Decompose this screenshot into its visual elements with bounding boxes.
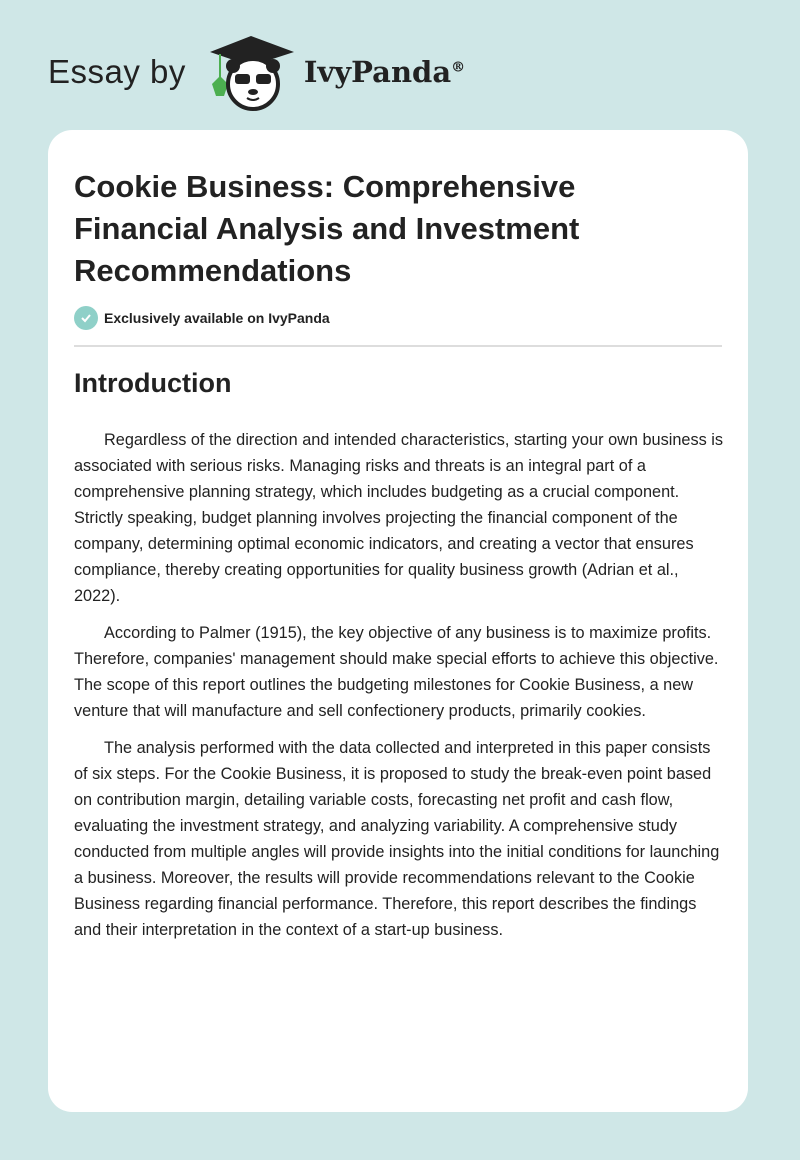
page-title: Cookie Business: Comprehensive Financial Analysis and Investment Recommendations: [74, 169, 580, 288]
brand-name[interactable]: [304, 55, 465, 89]
essay-card: [48, 130, 748, 1112]
site-header: [48, 32, 465, 112]
divider: [74, 345, 722, 347]
brand-text: IvyPanda: [303, 55, 452, 89]
essay-by-label: Essay by: [48, 53, 186, 90]
registered-mark: ®: [451, 59, 466, 76]
panda-logo-icon[interactable]: [206, 32, 296, 112]
badge-text: Exclusively available on IvyPanda: [104, 310, 330, 326]
paragraph: According to Palmer (1915), the key objective of any business is to maximize profits. Therefore, companies' management should make special efforts to achieve this objective. The scope of this report outlines the budgeting milestones for Cookie Business, a new venture that will manufacture and sell confectionery products, primarily cookies.: [74, 624, 719, 720]
section-heading: Introduction: [74, 368, 232, 398]
exclusive-badge: [74, 306, 330, 330]
paragraph: The analysis performed with the data collected and interpreted in this paper consists of six steps. For the Cookie Business, it is proposed to study the break-even point based on contribution margin, detailing variable costs, forecasting net profit and cash flow, evaluating the investment strategy, and analyzing variability. A comprehensive study conducted from multiple angles will provide insights into the initial conditions for launching a business. Moreover, the results will provide recommendations relevant to the Cookie Business regarding financial performance. Therefore, this report describes the findings and their interpretation in the context of a start-up business.: [74, 739, 720, 939]
paragraph: Regardless of the direction and intended characteristics, starting your own business is associated with serious risks. Managing risks and threats is an integral part of a comprehensive planning strategy, which includes budgeting as a crucial component. Strictly speaking, budget planning involves projecting the financial component of the company, determining optimal economic indicators, and creating a vector that ensures compliance, thereby creating opportunities for quality business growth (Adrian et al., 2022).: [74, 431, 724, 605]
check-icon: [74, 306, 98, 330]
article-body: [74, 427, 726, 954]
